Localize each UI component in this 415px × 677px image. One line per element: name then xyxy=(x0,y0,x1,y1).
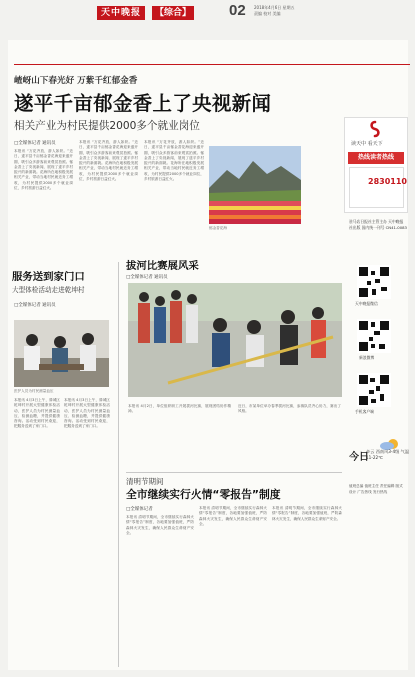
sidebar-hotline-band: 热线读者热线 xyxy=(348,152,404,164)
newspaper-logo: 天中晚报 xyxy=(97,6,145,20)
tulip-photo-caption: 郁金香花海 xyxy=(209,226,227,230)
section3-title: 拔河比赛展风采 xyxy=(126,260,199,272)
masthead-rule xyxy=(14,64,410,65)
tug-of-war-photo xyxy=(128,283,342,408)
health-photo-caption: 医护人员为村民测量血压 xyxy=(14,389,54,393)
lead-byline: □全媒体记者 通讯员 xyxy=(14,141,56,146)
issue-meta xyxy=(254,5,295,17)
section4-title: 全市继续实行火情“零报告”制度 xyxy=(126,488,281,501)
qr-code-app-icon xyxy=(357,373,391,407)
sidebar-slogan: 读天中 看天下 xyxy=(351,141,383,147)
issue-date: 2018年4月6日 星期五 xyxy=(254,5,295,10)
editor-line: 责编 校对 美编 xyxy=(254,11,281,16)
sidebar-ad-number: 2830110 xyxy=(368,177,407,186)
tulip-field-photo xyxy=(209,146,301,224)
section4-divider xyxy=(126,472,342,473)
lead-kicker: 嵖岈山下春光好 万紫千红郁金香 xyxy=(14,76,138,86)
masthead xyxy=(8,40,408,64)
lead-subhead: 相关产业为村民提供2000多个就业岗位 xyxy=(14,120,200,132)
section2-body-col2: 本报讯 4月3日上午，驿城区乾坤村开展大型健康体检活动，医护人员为村民测量血压、检测血糖，并提供健康咨询。活动受到村民欢迎，把服务送到了家门口。 xyxy=(64,398,110,429)
sidebar-ad xyxy=(349,167,404,208)
sidebar-logo-icon xyxy=(368,120,382,138)
qr-code-weibo-icon xyxy=(357,319,391,353)
lead-body-col3: 本报讯 “万花齐放，游人如织。”近日，遂平县千亩郁金香花海迎来盛开期，吸引众多游客前来观赏拍照。郁金香上了央视新闻，展现了遂平乡村振兴的新面貌。花海所在地积极发展相关产业，带动当地村民就近务工增收，为村民提供2000多个就业岗位，乡村旅游日益红火。 xyxy=(144,140,204,182)
section3-body-left: 本报讯 4月2日，单位组织职工开展拔河比赛，展现团结协作精神。 xyxy=(128,404,231,414)
section2-title: 服务送到家门口 xyxy=(12,271,85,283)
section4-byline: □全媒体记者 xyxy=(126,507,153,512)
section3-byline: □全媒体记者 通讯员 xyxy=(126,275,168,280)
page-number: 02 xyxy=(229,2,246,19)
qr-label-weibo: 新浪微博 xyxy=(359,355,375,360)
weather-forecast: 多云 西南风3-4级 气温11-22℃ xyxy=(366,449,410,460)
section2-subtitle: 大型体检活动走进乾坤村 xyxy=(12,286,85,294)
section2-byline: □全媒体记者 通讯员 xyxy=(14,303,56,308)
section2-body-col1: 本报讯 4月3日上午，驿城区乾坤村开展大型健康体检活动，医护人员为村民测量血压、检测血糖，并提供健康咨询。活动受到村民欢迎，把服务送到了家门口。 xyxy=(14,398,60,429)
section4-body-col1: 本报讯 清明节期间，全市继续实行森林火情“零报告”制度，各地要加强值班，严防森林火灾发生，确保人民群众生命财产安全。 xyxy=(126,515,194,535)
weather-today-label: 今日 xyxy=(349,452,369,463)
lead-headline: 遂平千亩郁金香上了央视新闻 xyxy=(14,92,272,115)
section-label: 【综合】 xyxy=(152,6,194,20)
section4-kicker: 清明节期间 xyxy=(126,477,164,486)
qr-code-wechat-icon xyxy=(357,265,391,299)
lead-body-col2: 本报讯 “万花齐放，游人如织。”近日，遂平县千亩郁金香花海迎来盛开期，吸引众多游客前来观赏拍照。郁金香上了央视新闻，展现了遂平乡村振兴的新面貌。花海所在地积极发展相关产业，带动当地村民就近务工增收，为村民提供2000多个就业岗位，乡村旅游日益红火。 xyxy=(79,140,138,182)
qr-label-wechat: 天中晚报微信 xyxy=(355,301,378,306)
section4-body-col3: 本报讯 清明节期间，全市继续实行森林火情“零报告”制度，各地要加强值班，严防森林火灾发生，确保人民群众生命财产安全。 xyxy=(272,506,342,521)
column-divider xyxy=(118,262,119,667)
qr-label-app: 手机客户端 xyxy=(355,409,374,414)
lead-body-col1: 本报讯 “万花齐放，游人如织。”近日，遂平县千亩郁金香花海迎来盛开期，吸引众多游客前来观赏拍照。郁金香上了央视新闻，展现了遂平乡村振兴的新面貌。花海所在地积极发展相关产业，带动当地村民就近务工增收，为村民提供2000多个就业岗位，乡村旅游日益红火。 xyxy=(14,149,73,191)
publication-info: 驻马店日报社主管主办 天中晚报社出版 国内统一刊号 CN41-0083 xyxy=(349,219,407,230)
section3-body-right: 近日，市某单位举办春季拔河比赛，参赛队员齐心协力，赛出了风格。 xyxy=(238,404,341,414)
staff-list: 值班总编 值班主任 责任编辑 版式设计 广告热线 发行热线 xyxy=(349,484,403,494)
section4-body-col2: 本报讯 清明节期间，全市继续实行森林火情“零报告”制度，各地要加强值班，严防森林火灾发生，确保人民群众生命财产安全。 xyxy=(199,506,267,526)
health-check-photo xyxy=(14,320,109,387)
